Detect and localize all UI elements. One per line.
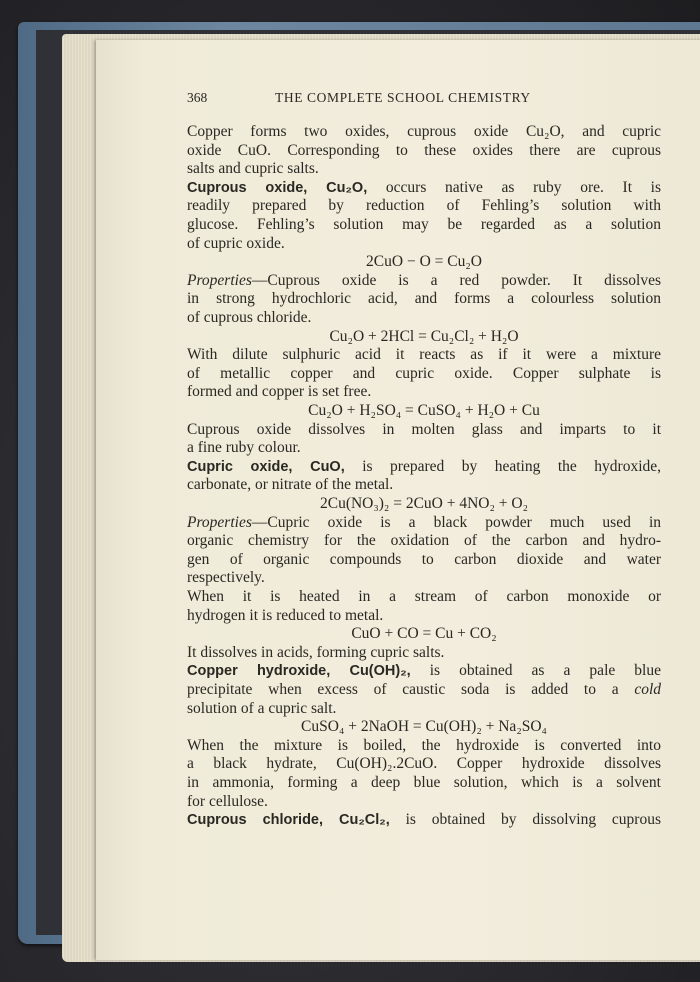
text-run: glucose. Fehling’s solution may be regarded as a solution [187, 216, 661, 233]
text-line [187, 197, 661, 215]
text-line [187, 290, 661, 308]
equation: 2CuO − O = Cu₂O [366, 253, 482, 271]
text-line [187, 607, 661, 625]
text-line [187, 476, 661, 494]
text-line [187, 755, 661, 773]
text-line [187, 216, 661, 234]
text-run: occurs native as ruby ore. It is [367, 178, 661, 196]
text-run: With dilute sulphuric acid it reacts as if it were a mixture [187, 346, 661, 364]
equation: CuO + CO = Cu + CO₂ [351, 625, 497, 643]
text-line [187, 160, 661, 178]
text-line [187, 811, 661, 829]
page-number: 368 [187, 90, 208, 105]
text-line [187, 439, 661, 457]
text-run: Cuprous oxide dissolves in molten glass and imparts to it [187, 420, 661, 438]
text-line [187, 569, 661, 587]
text-line [187, 142, 661, 160]
text-line [187, 737, 661, 755]
text-line [187, 421, 661, 439]
term-heading: Cuprous chloride, Cu₂Cl₂, [187, 812, 390, 829]
text-line [187, 644, 661, 662]
text-line [187, 793, 661, 811]
text-run: of cuprous chloride. [187, 309, 312, 326]
text-line [187, 458, 661, 476]
text-line [187, 551, 661, 569]
text-run: a fine ruby colour. [187, 439, 301, 457]
text-line [187, 235, 661, 253]
emphasis: cold [634, 681, 661, 698]
text-run: organic chemistry for the oxidation of the carbon and hydro- [187, 532, 661, 550]
text-run: formed and copper is set free. [187, 383, 372, 401]
text-line [187, 532, 661, 550]
text-line [187, 179, 661, 197]
text-run: carbonate, or nitrate of the metal. [187, 476, 394, 494]
text-line [187, 309, 661, 327]
text-run: oxide CuO. Corresponding to these oxides there are cuprous [187, 141, 661, 159]
text-line [187, 365, 661, 383]
text-line [187, 514, 661, 532]
text-run: When the mixture is boiled, the hydroxide is converted into [187, 736, 661, 754]
text-run: a black hydrate, Cu(OH)₂.2CuO. Copper hydroxide dissolves [187, 755, 661, 773]
text-run: precipitate when excess of caustic soda is added to a [187, 681, 635, 698]
text-run: for cellulose. [187, 792, 268, 810]
text-line [187, 272, 661, 290]
text-run: is prepared by heating the hydroxide, [344, 457, 661, 475]
text-line [187, 700, 661, 718]
text-run: It dissolves in acids, forming cupric salts. [187, 643, 445, 661]
equation: 2Cu(NO₃)₂ = 2CuO + 4NO₂ + O₂ [319, 495, 528, 512]
text-run: in ammonia, forming a deep blue solution, which is a solvent [187, 774, 661, 791]
text-line [187, 662, 661, 680]
text-line [187, 123, 661, 141]
text-run: is obtained by dissolving cuprous [389, 811, 661, 829]
running-title: THE COMPLETE SCHOOL CHEMISTRY [275, 90, 531, 105]
text-run: solution of a cupric salt. [187, 699, 337, 717]
text-run: When it is heated in a stream of carbon monoxide or [187, 588, 661, 605]
text-run: gen of organic compounds to carbon dioxide and water [187, 550, 661, 568]
properties-label: Properties [187, 513, 252, 531]
text-run: Copper forms two oxides, cuprous oxide Cu₂O, and cupric [187, 123, 661, 140]
equation: Cu₂O + 2HCl = Cu₂Cl₂ + H₂O [329, 327, 519, 345]
properties-label: Properties [187, 271, 252, 289]
text-line [187, 681, 661, 699]
text-line [187, 383, 661, 401]
equation: Cu₂O + H₂SO₄ = CuSO₄ + H₂O + Cu [308, 402, 540, 419]
text-run: of cupric oxide. [187, 234, 285, 252]
text-run: of metallic copper and cupric oxide. Copper sulphate is [187, 364, 661, 382]
term-heading: Cupric oxide, CuO, [187, 458, 345, 475]
term-heading: Cuprous oxide, Cu₂O, [187, 179, 368, 196]
text-run: —Cupric oxide is a black powder much used in [251, 513, 661, 531]
running-head [187, 90, 661, 110]
term-heading: Copper hydroxide, Cu(OH)₂, [187, 663, 411, 680]
text-run: is obtained as a pale blue [410, 662, 661, 680]
text-line [187, 774, 661, 792]
text-run: in strong hydrochloric acid, and forms a colourless solution [187, 290, 661, 308]
text-run: respectively. [187, 569, 265, 587]
text-run: salts and cupric salts. [187, 160, 319, 178]
text-run: readily prepared by reduction of Fehling’s solution with [187, 197, 661, 215]
text-line [187, 346, 661, 364]
text-line [187, 588, 661, 606]
equation: CuSO₄ + 2NaOH = Cu(OH)₂ + Na₂SO₄ [301, 718, 547, 736]
text-run: hydrogen it is reduced to metal. [187, 606, 384, 624]
text-run: —Cuprous oxide is a red powder. It dissolves [251, 271, 661, 289]
